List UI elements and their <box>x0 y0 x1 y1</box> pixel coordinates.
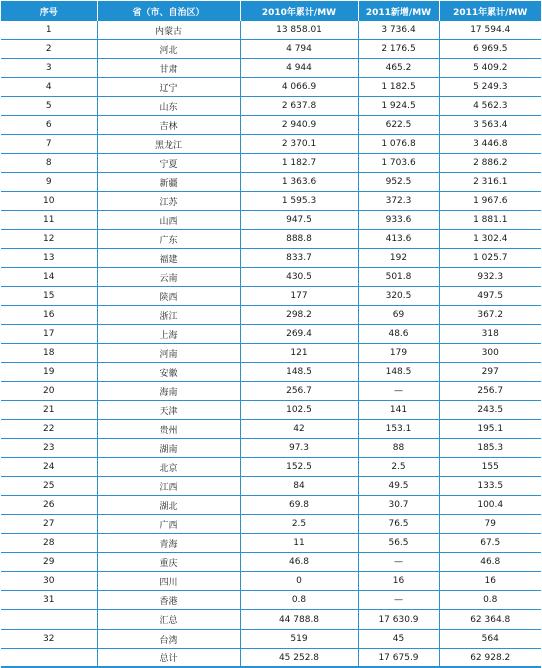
cell-2011-cumulative: 3 446.8 <box>439 135 541 154</box>
cell-index: 1 <box>1 21 97 40</box>
subtotal-row <box>1 610 541 630</box>
cell-province: 湖南 <box>97 439 240 458</box>
cell-2011-new: 17 630.9 <box>358 610 439 630</box>
table-row <box>1 572 541 591</box>
table-row <box>1 97 541 116</box>
cell-2011-cumulative: 5 409.2 <box>439 59 541 78</box>
cell-index <box>1 649 97 668</box>
cell-province: 江苏 <box>97 192 240 211</box>
table-row <box>1 496 541 515</box>
cell-2011-new: 320.5 <box>358 287 439 306</box>
cell-index: 25 <box>1 477 97 496</box>
cell-index: 23 <box>1 439 97 458</box>
cell-index: 29 <box>1 553 97 572</box>
table-row <box>1 534 541 553</box>
cell-2010-cumulative: 84 <box>240 477 358 496</box>
cell-2011-new: 30.7 <box>358 496 439 515</box>
cell-2011-new: 141 <box>358 401 439 420</box>
cell-2011-cumulative: 1 967.6 <box>439 192 541 211</box>
table-row <box>1 268 541 287</box>
cell-2011-cumulative: 16 <box>439 572 541 591</box>
cell-province: 江西 <box>97 477 240 496</box>
cell-2010-cumulative: 519 <box>240 630 358 649</box>
cell-2010-cumulative: 430.5 <box>240 268 358 287</box>
cell-2010-cumulative: 45 252.8 <box>240 649 358 668</box>
cell-province: 海南 <box>97 382 240 401</box>
cell-2010-cumulative: 4 944 <box>240 59 358 78</box>
table-row <box>1 192 541 211</box>
cell-index: 7 <box>1 135 97 154</box>
cell-2011-cumulative: 195.1 <box>439 420 541 439</box>
table-row <box>1 211 541 230</box>
cell-2011-new: 148.5 <box>358 363 439 382</box>
cell-2011-new: 3 736.4 <box>358 21 439 40</box>
cell-province: 贵州 <box>97 420 240 439</box>
cell-2011-cumulative: 62 364.8 <box>439 610 541 630</box>
cell-index: 22 <box>1 420 97 439</box>
cell-2011-cumulative: 300 <box>439 344 541 363</box>
cell-2010-cumulative: 2 370.1 <box>240 135 358 154</box>
table-row <box>1 135 541 154</box>
cell-2011-new: 17 675.9 <box>358 649 439 668</box>
cell-2011-cumulative: 3 563.4 <box>439 116 541 135</box>
cell-2011-cumulative: 1 302.4 <box>439 230 541 249</box>
cell-2011-cumulative: 46.8 <box>439 553 541 572</box>
table-row <box>1 287 541 306</box>
cell-2011-new: 501.8 <box>358 268 439 287</box>
table-row <box>1 458 541 477</box>
cell-2010-cumulative: 1 363.6 <box>240 173 358 192</box>
cell-2011-new: — <box>358 382 439 401</box>
table-row <box>1 325 541 344</box>
header-index: 序号 <box>1 1 97 21</box>
cell-2011-new: 2 176.5 <box>358 40 439 59</box>
cell-2010-cumulative: 148.5 <box>240 363 358 382</box>
wind-capacity-table-container <box>1 1 541 668</box>
table-row <box>1 230 541 249</box>
cell-index: 2 <box>1 40 97 59</box>
cell-2011-cumulative: 564 <box>439 630 541 649</box>
cell-2011-new: 69 <box>358 306 439 325</box>
cell-index: 8 <box>1 154 97 173</box>
cell-index: 19 <box>1 363 97 382</box>
table-row <box>1 553 541 572</box>
cell-index: 15 <box>1 287 97 306</box>
cell-index <box>1 610 97 630</box>
cell-2010-cumulative: 947.5 <box>240 211 358 230</box>
cell-province: 宁夏 <box>97 154 240 173</box>
table-row <box>1 173 541 192</box>
cell-2011-new: 153.1 <box>358 420 439 439</box>
cell-2010-cumulative: 97.3 <box>240 439 358 458</box>
cell-2011-new: 88 <box>358 439 439 458</box>
cell-index: 24 <box>1 458 97 477</box>
cell-2010-cumulative: 4 066.9 <box>240 78 358 97</box>
cell-province: 青海 <box>97 534 240 553</box>
header-2011-new: 2011新增/MW <box>358 1 439 21</box>
cell-2010-cumulative: 888.8 <box>240 230 358 249</box>
wind-capacity-table <box>1 1 541 668</box>
cell-2011-cumulative: 932.3 <box>439 268 541 287</box>
cell-2010-cumulative: 833.7 <box>240 249 358 268</box>
table-row <box>1 344 541 363</box>
cell-2010-cumulative: 44 788.8 <box>240 610 358 630</box>
cell-index: 17 <box>1 325 97 344</box>
cell-2010-cumulative: 42 <box>240 420 358 439</box>
cell-2011-new: 56.5 <box>358 534 439 553</box>
cell-2011-cumulative: 367.2 <box>439 306 541 325</box>
cell-2011-new: 2.5 <box>358 458 439 477</box>
table-row <box>1 382 541 401</box>
cell-index: 14 <box>1 268 97 287</box>
cell-province: 上海 <box>97 325 240 344</box>
cell-2011-cumulative: 497.5 <box>439 287 541 306</box>
cell-index: 3 <box>1 59 97 78</box>
cell-2011-new: 192 <box>358 249 439 268</box>
table-row <box>1 630 541 649</box>
cell-2011-cumulative: 62 928.2 <box>439 649 541 668</box>
cell-2010-cumulative: 2 940.9 <box>240 116 358 135</box>
cell-index: 30 <box>1 572 97 591</box>
cell-2011-new: 933.6 <box>358 211 439 230</box>
cell-2010-cumulative: 152.5 <box>240 458 358 477</box>
table-row <box>1 59 541 78</box>
cell-province: 汇总 <box>97 610 240 630</box>
cell-2010-cumulative: 1 182.7 <box>240 154 358 173</box>
cell-2010-cumulative: 1 595.3 <box>240 192 358 211</box>
cell-province: 浙江 <box>97 306 240 325</box>
table-row <box>1 515 541 534</box>
cell-index: 18 <box>1 344 97 363</box>
table-row <box>1 21 541 40</box>
cell-2010-cumulative: 256.7 <box>240 382 358 401</box>
cell-index: 31 <box>1 591 97 610</box>
cell-2011-cumulative: 185.3 <box>439 439 541 458</box>
cell-index: 6 <box>1 116 97 135</box>
cell-province: 内蒙古 <box>97 21 240 40</box>
cell-2011-new: 179 <box>358 344 439 363</box>
cell-province: 北京 <box>97 458 240 477</box>
cell-2010-cumulative: 298.2 <box>240 306 358 325</box>
cell-province: 河北 <box>97 40 240 59</box>
cell-province: 山东 <box>97 97 240 116</box>
cell-2010-cumulative: 11 <box>240 534 358 553</box>
cell-province: 河南 <box>97 344 240 363</box>
cell-2010-cumulative: 0.8 <box>240 591 358 610</box>
cell-2010-cumulative: 69.8 <box>240 496 358 515</box>
cell-2011-new: — <box>358 591 439 610</box>
cell-2011-new: 45 <box>358 630 439 649</box>
cell-2011-cumulative: 67.5 <box>439 534 541 553</box>
cell-2011-cumulative: 5 249.3 <box>439 78 541 97</box>
cell-2011-new: — <box>358 553 439 572</box>
cell-2011-cumulative: 318 <box>439 325 541 344</box>
cell-index: 5 <box>1 97 97 116</box>
table-row <box>1 116 541 135</box>
cell-2010-cumulative: 0 <box>240 572 358 591</box>
cell-2011-cumulative: 243.5 <box>439 401 541 420</box>
cell-2011-cumulative: 1 881.1 <box>439 211 541 230</box>
cell-index: 4 <box>1 78 97 97</box>
cell-index: 12 <box>1 230 97 249</box>
cell-province: 香港 <box>97 591 240 610</box>
cell-2011-cumulative: 297 <box>439 363 541 382</box>
cell-2011-new: 413.6 <box>358 230 439 249</box>
cell-province: 黑龙江 <box>97 135 240 154</box>
cell-index: 16 <box>1 306 97 325</box>
cell-province: 辽宁 <box>97 78 240 97</box>
cell-index: 20 <box>1 382 97 401</box>
table-body <box>1 21 541 667</box>
cell-province: 湖北 <box>97 496 240 515</box>
table-row <box>1 477 541 496</box>
cell-2010-cumulative: 2 637.8 <box>240 97 358 116</box>
cell-index: 26 <box>1 496 97 515</box>
cell-2011-new: 1 076.8 <box>358 135 439 154</box>
cell-province: 吉林 <box>97 116 240 135</box>
cell-2011-cumulative: 1 025.7 <box>439 249 541 268</box>
cell-province: 甘肃 <box>97 59 240 78</box>
table-row <box>1 439 541 458</box>
cell-province: 重庆 <box>97 553 240 572</box>
table-header <box>1 1 541 21</box>
table-row <box>1 78 541 97</box>
table-row <box>1 591 541 610</box>
cell-2011-new: 372.3 <box>358 192 439 211</box>
cell-index: 28 <box>1 534 97 553</box>
cell-2010-cumulative: 102.5 <box>240 401 358 420</box>
cell-2010-cumulative: 4 794 <box>240 40 358 59</box>
cell-province: 安徽 <box>97 363 240 382</box>
cell-province: 总计 <box>97 649 240 668</box>
cell-2011-new: 1 703.6 <box>358 154 439 173</box>
cell-province: 天津 <box>97 401 240 420</box>
cell-2011-cumulative: 4 562.3 <box>439 97 541 116</box>
cell-2011-cumulative: 6 969.5 <box>439 40 541 59</box>
table-row <box>1 420 541 439</box>
cell-2010-cumulative: 2.5 <box>240 515 358 534</box>
table-row <box>1 249 541 268</box>
cell-2011-cumulative: 17 594.4 <box>439 21 541 40</box>
cell-2011-cumulative: 100.4 <box>439 496 541 515</box>
table-row <box>1 154 541 173</box>
cell-province: 云南 <box>97 268 240 287</box>
cell-province: 广西 <box>97 515 240 534</box>
table-row <box>1 40 541 59</box>
cell-2010-cumulative: 269.4 <box>240 325 358 344</box>
cell-2011-new: 49.5 <box>358 477 439 496</box>
cell-2010-cumulative: 177 <box>240 287 358 306</box>
cell-index: 11 <box>1 211 97 230</box>
cell-2011-cumulative: 2 316.1 <box>439 173 541 192</box>
cell-2011-new: 465.2 <box>358 59 439 78</box>
cell-2010-cumulative: 121 <box>240 344 358 363</box>
cell-index: 9 <box>1 173 97 192</box>
header-2011-cumulative: 2011年累计/MW <box>439 1 541 21</box>
cell-2011-new: 76.5 <box>358 515 439 534</box>
cell-province: 台湾 <box>97 630 240 649</box>
table-row <box>1 306 541 325</box>
cell-2011-new: 622.5 <box>358 116 439 135</box>
header-row <box>1 1 541 21</box>
cell-province: 广东 <box>97 230 240 249</box>
cell-2011-cumulative: 256.7 <box>439 382 541 401</box>
cell-index: 32 <box>1 630 97 649</box>
cell-2011-cumulative: 0.8 <box>439 591 541 610</box>
table-row <box>1 401 541 420</box>
cell-2011-cumulative: 2 886.2 <box>439 154 541 173</box>
cell-province: 福建 <box>97 249 240 268</box>
total-row <box>1 649 541 668</box>
cell-2011-new: 48.6 <box>358 325 439 344</box>
cell-2010-cumulative: 46.8 <box>240 553 358 572</box>
cell-province: 陕西 <box>97 287 240 306</box>
cell-province: 新疆 <box>97 173 240 192</box>
cell-province: 四川 <box>97 572 240 591</box>
cell-index: 27 <box>1 515 97 534</box>
cell-2011-new: 952.5 <box>358 173 439 192</box>
cell-index: 21 <box>1 401 97 420</box>
cell-2011-cumulative: 79 <box>439 515 541 534</box>
cell-2011-new: 1 924.5 <box>358 97 439 116</box>
cell-2010-cumulative: 13 858.01 <box>240 21 358 40</box>
cell-2011-cumulative: 155 <box>439 458 541 477</box>
cell-index: 13 <box>1 249 97 268</box>
header-2010-cumulative: 2010年累计/MW <box>240 1 358 21</box>
cell-2011-new: 16 <box>358 572 439 591</box>
cell-index: 10 <box>1 192 97 211</box>
table-row <box>1 363 541 382</box>
header-province: 省（市、自治区） <box>97 1 240 21</box>
cell-2011-cumulative: 133.5 <box>439 477 541 496</box>
cell-province: 山西 <box>97 211 240 230</box>
cell-2011-new: 1 182.5 <box>358 78 439 97</box>
